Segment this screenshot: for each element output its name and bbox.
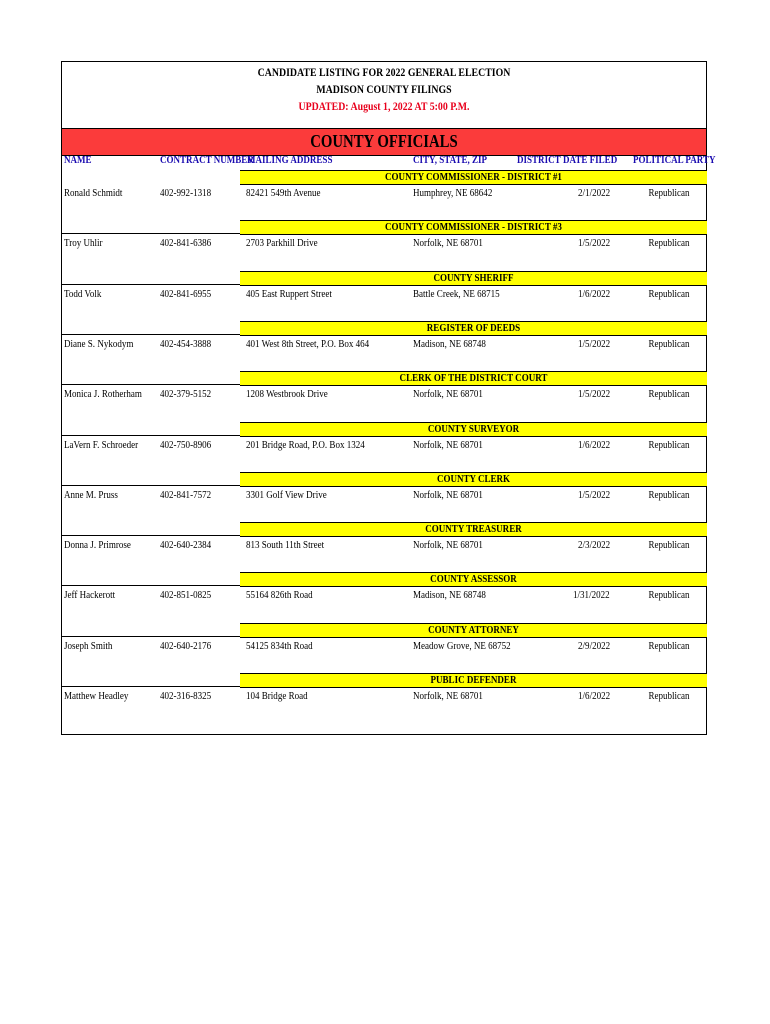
political-party: Republican (648, 288, 690, 300)
section-title: COUNTY OFFICIALS (310, 131, 458, 151)
political-party: Republican (648, 539, 690, 551)
office-title: REGISTER OF DEEDS (426, 322, 521, 334)
city-state-zip: Norfolk, NE 68701 (413, 489, 483, 501)
office-title: PUBLIC DEFENDER (430, 674, 517, 686)
city-state-zip: Norfolk, NE 68701 (413, 237, 483, 249)
row-divider (62, 435, 240, 436)
office-title: COUNTY ASSESSOR (430, 573, 517, 585)
mailing-address: 2703 Parkhill Drive (246, 237, 318, 249)
date-filed: 2/9/2022 (577, 640, 610, 652)
contract-number: 402-379-5152 (160, 388, 212, 400)
office-heading (240, 271, 707, 286)
section-banner (62, 128, 706, 156)
political-party: Republican (648, 338, 690, 350)
mailing-address: 401 West 8th Street, P.O. Box 464 (246, 338, 370, 350)
candidate-name: Matthew Headley (64, 690, 129, 702)
contract-number: 402-750-8906 (160, 439, 212, 451)
date-filed: 2/1/2022 (577, 187, 610, 199)
political-party: Republican (648, 187, 690, 199)
date-filed: 1/6/2022 (577, 439, 610, 451)
office-heading (240, 673, 707, 688)
office-heading (240, 472, 707, 487)
row-divider (62, 334, 240, 335)
candidate-name: Donna J. Primrose (64, 539, 131, 551)
candidate-name: Monica J. Rotherham (64, 388, 142, 400)
candidate-name: Diane S. Nykodym (64, 338, 134, 350)
column-header-city: CITY, STATE, ZIP (413, 154, 488, 166)
office-heading (240, 170, 707, 185)
political-party: Republican (648, 589, 690, 601)
date-filed: 1/5/2022 (577, 489, 610, 501)
column-header-contract: CONTRACT NUMBER (160, 154, 254, 166)
mailing-address: 82421 549th Avenue (246, 187, 321, 199)
office-heading (240, 371, 707, 386)
political-party: Republican (648, 439, 690, 451)
row-divider (62, 485, 240, 486)
city-state-zip: Norfolk, NE 68701 (413, 388, 483, 400)
row-divider (62, 233, 240, 234)
city-state-zip: Norfolk, NE 68701 (413, 690, 483, 702)
office-title: COUNTY SURVEYOR (427, 423, 520, 435)
candidate-name: Jeff Hackerott (64, 589, 116, 601)
political-party: Republican (648, 690, 690, 702)
listing-subtitle: MADISON COUNTY FILINGS (316, 82, 452, 96)
mailing-address: 3301 Golf View Drive (246, 489, 327, 501)
city-state-zip: Norfolk, NE 68701 (413, 439, 483, 451)
column-header-district: DISTRICT (517, 154, 561, 166)
political-party: Republican (648, 489, 690, 501)
candidate-listing-sheet (61, 61, 716, 735)
contract-number: 402-454-3888 (160, 338, 212, 350)
date-filed: 1/6/2022 (577, 690, 610, 702)
column-header-address: MAILING ADDRESS (247, 154, 333, 166)
row-divider (62, 384, 240, 385)
office-heading (240, 623, 707, 638)
candidate-name: Joseph Smith (64, 640, 113, 652)
mailing-address: 54125 834th Road (246, 640, 313, 652)
column-header-name: NAME (64, 154, 92, 166)
row-divider (62, 585, 240, 586)
date-filed: 1/5/2022 (577, 237, 610, 249)
city-state-zip: Madison, NE 68748 (413, 338, 486, 350)
office-title: COUNTY TREASURER (425, 523, 522, 535)
candidate-name: Troy Uhlir (64, 237, 103, 249)
mailing-address: 405 East Ruppert Street (246, 288, 332, 300)
contract-number: 402-841-6955 (160, 288, 212, 300)
date-filed: 2/3/2022 (577, 539, 610, 551)
candidate-name: Ronald Schmidt (64, 187, 123, 199)
contract-number: 402-640-2176 (160, 640, 212, 652)
row-divider (62, 686, 240, 687)
date-filed: 1/6/2022 (577, 288, 610, 300)
office-title: COUNTY COMMISSIONER - DISTRICT #3 (385, 221, 562, 233)
date-filed: 1/5/2022 (577, 338, 610, 350)
political-party: Republican (648, 237, 690, 249)
mailing-address: 55164 826th Road (246, 589, 313, 601)
city-state-zip: Humphrey, NE 68642 (413, 187, 493, 199)
city-state-zip: Battle Creek, NE 68715 (413, 288, 500, 300)
office-title: COUNTY CLERK (436, 473, 511, 485)
mailing-address: 813 South 11th Street (246, 539, 325, 551)
office-title: COUNTY COMMISSIONER - DISTRICT #1 (385, 171, 562, 183)
office-title: CLERK OF THE DISTRICT COURT (399, 372, 548, 384)
contract-number: 402-851-0825 (160, 589, 212, 601)
candidate-name: Anne M. Pruss (64, 489, 118, 501)
updated-notice: UPDATED: August 1, 2022 AT 5:00 P.M. (298, 99, 470, 113)
political-party: Republican (648, 388, 690, 400)
contract-number: 402-992-1318 (160, 187, 212, 199)
listing-title: CANDIDATE LISTING FOR 2022 GENERAL ELECTION (257, 65, 511, 79)
political-party: Republican (648, 640, 690, 652)
office-heading (240, 422, 707, 437)
city-state-zip: Madison, NE 68748 (413, 589, 486, 601)
mailing-address: 104 Bridge Road (246, 690, 308, 702)
contract-number: 402-841-7572 (160, 489, 212, 501)
city-state-zip: Norfolk, NE 68701 (413, 539, 483, 551)
office-title: COUNTY SHERIFF (433, 272, 514, 284)
contract-number: 402-841-6386 (160, 237, 212, 249)
mailing-address: 1208 Westbrook Drive (246, 388, 328, 400)
candidate-name: LaVern F. Schroeder (64, 439, 139, 451)
row-divider (62, 284, 240, 285)
office-heading (240, 572, 707, 587)
column-header-date-filed: DATE FILED (563, 154, 618, 166)
date-filed: 1/31/2022 (573, 589, 610, 601)
office-heading (240, 220, 707, 235)
office-title: COUNTY ATTORNEY (428, 624, 519, 636)
office-heading (240, 321, 707, 336)
column-header-party: POLITICAL PARTY (633, 154, 716, 166)
office-heading (240, 522, 707, 537)
contract-number: 402-316-8325 (160, 690, 212, 702)
row-divider (62, 535, 240, 536)
date-filed: 1/5/2022 (577, 388, 610, 400)
row-divider (62, 636, 240, 637)
mailing-address: 201 Bridge Road, P.O. Box 1324 (246, 439, 365, 451)
contract-number: 402-640-2384 (160, 539, 212, 551)
city-state-zip: Meadow Grove, NE 68752 (413, 640, 511, 652)
candidate-name: Todd Volk (64, 288, 102, 300)
